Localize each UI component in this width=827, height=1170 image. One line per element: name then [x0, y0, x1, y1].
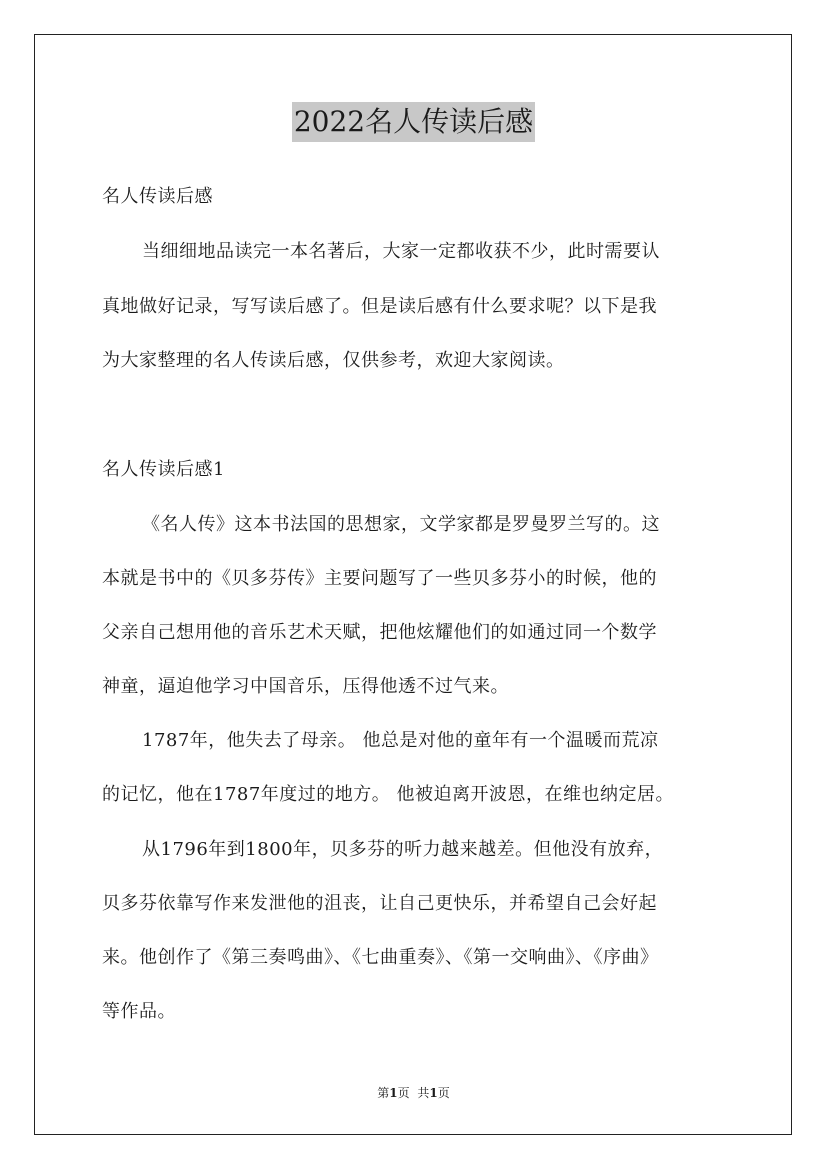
total-prefix: 共 — [417, 1086, 430, 1100]
page-footer — [0, 1084, 827, 1101]
para3-line-2: 贝多芬依靠写作来发泄他的沮丧，让自己更快乐，并希望自己会好起 — [102, 893, 657, 914]
document-title: 2022名人传读后感 — [292, 102, 535, 142]
title-container — [0, 102, 827, 142]
intro-line-1: 当细细地品读完一本名著后，大家一定都收获不少，此时需要认 — [142, 241, 660, 262]
para3-line-4: 等作品。 — [102, 1001, 176, 1022]
intro-line-2: 真地做好记录，写写读后感了。但是读后感有什么要求呢？以下是我 — [102, 296, 657, 317]
page-number: 1 — [389, 1086, 398, 1100]
section-heading: 名人传读后感 — [102, 186, 213, 207]
para3-line-1: 从1796年到1800年，贝多芬的听力越来越差。但他没有放弃， — [142, 839, 664, 860]
page-suffix: 页 — [397, 1086, 410, 1100]
para1-line-2: 本就是书中的《贝多芬传》主要问题写了一些贝多芬小的时候，他的 — [102, 568, 657, 589]
section-heading-1: 名人传读后感1 — [102, 459, 225, 480]
page-prefix: 第 — [377, 1086, 390, 1100]
total-pages: 1 — [429, 1086, 438, 1100]
para1-line-4: 神童，逼迫他学习中国音乐，压得他透不过气来。 — [102, 676, 509, 697]
intro-line-3: 为大家整理的名人传读后感，仅供参考，欢迎大家阅读。 — [102, 350, 565, 371]
para3-line-3: 来。他创作了《第三奏鸣曲》、《七曲重奏》、《第一交响曲》、《序曲》 — [102, 947, 659, 968]
total-suffix: 页 — [437, 1086, 450, 1100]
para2-line-1: 1787年，他失去了母亲。 他总是对他的童年有一个温暖而荒凉 — [142, 730, 659, 751]
para1-line-3: 父亲自己想用他的音乐艺术天赋，把他炫耀他们的如通过同一个数学 — [102, 622, 657, 643]
para1-line-1: 《名人传》这本书法国的思想家，文学家都是罗曼罗兰写的。这 — [142, 514, 660, 535]
para2-line-2: 的记忆，他在1787年度过的地方。 他被迫离开波恩，在维也纳定居。 — [102, 784, 675, 805]
